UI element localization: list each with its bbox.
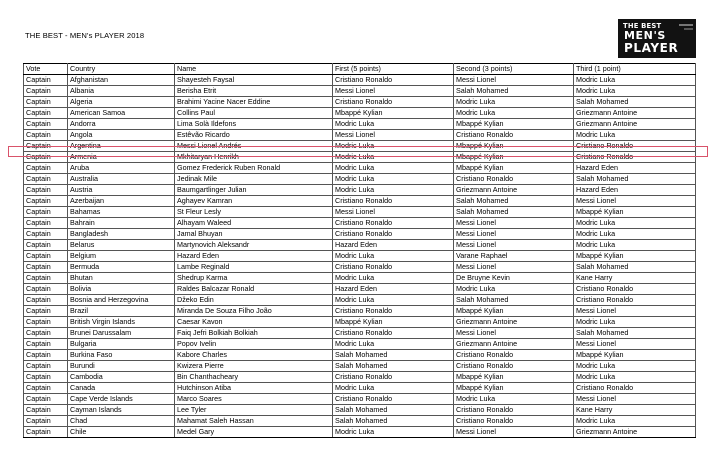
table-cell: Captain — [24, 350, 68, 361]
table-cell: Cristiano Ronaldo — [574, 141, 696, 152]
table-cell: American Samoa — [68, 108, 175, 119]
table-row — [24, 75, 696, 86]
table-cell: Jedinak Mile — [175, 174, 333, 185]
table-cell: Cristiano Ronaldo — [333, 218, 454, 229]
table-cell: Martynovich Aleksandr — [175, 240, 333, 251]
table-cell: Captain — [24, 262, 68, 273]
table-cell: Captain — [24, 141, 68, 152]
table-cell: Captain — [24, 317, 68, 328]
table-cell: Azerbaijan — [68, 196, 175, 207]
table-cell: Bahrain — [68, 218, 175, 229]
column-header-name: Name — [175, 64, 333, 75]
table-row — [24, 97, 696, 108]
table-row — [24, 108, 696, 119]
table-cell: Cristiano Ronaldo — [333, 394, 454, 405]
table-cell: Messi Lionel — [574, 339, 696, 350]
table-body — [24, 75, 696, 438]
table-cell: Miranda De Souza Filho João — [175, 306, 333, 317]
table-cell: Captain — [24, 306, 68, 317]
table-cell: Griezmann Antoine — [454, 185, 574, 196]
table-row — [24, 405, 696, 416]
table-cell: Kane Harry — [574, 273, 696, 284]
table-cell: Captain — [24, 383, 68, 394]
table-cell: Cristiano Ronaldo — [574, 383, 696, 394]
table-cell: Messi Lionel — [454, 240, 574, 251]
table-cell: Modric Luka — [574, 130, 696, 141]
table-cell: Modric Luka — [454, 284, 574, 295]
table-cell: Messi Lionel — [454, 328, 574, 339]
table-cell: Džeko Edin — [175, 295, 333, 306]
table-cell: Angola — [68, 130, 175, 141]
table-cell: Bulgaria — [68, 339, 175, 350]
table-row — [24, 383, 696, 394]
table-cell: Salah Mohamed — [574, 328, 696, 339]
table-cell: Modric Luka — [574, 75, 696, 86]
table-cell: Mbappé Kylian — [574, 251, 696, 262]
table-cell: Argentina — [68, 141, 175, 152]
table-cell: Cayman Islands — [68, 405, 175, 416]
table-row — [24, 273, 696, 284]
table-cell: Griezmann Antoine — [454, 339, 574, 350]
table-cell: Modric Luka — [454, 97, 574, 108]
table-cell: Chad — [68, 416, 175, 427]
table-cell: Modric Luka — [574, 317, 696, 328]
votes-table — [23, 63, 696, 438]
the-best-logo — [618, 19, 696, 58]
table-cell: Salah Mohamed — [333, 350, 454, 361]
table-cell: Bosnia and Herzegovina — [68, 295, 175, 306]
table-cell: Baumgartlinger Julian — [175, 185, 333, 196]
table-row — [24, 207, 696, 218]
table-cell: Messi Lionel — [333, 130, 454, 141]
table-cell: Cristiano Ronaldo — [454, 416, 574, 427]
table-cell: Jamal Bhuyan — [175, 229, 333, 240]
table-cell: Captain — [24, 416, 68, 427]
table-cell: Albania — [68, 86, 175, 97]
table-row — [24, 229, 696, 240]
table-cell: Brunei Darussalam — [68, 328, 175, 339]
table-cell: Salah Mohamed — [454, 295, 574, 306]
table-cell: Cape Verde Islands — [68, 394, 175, 405]
table-cell: Afghanistan — [68, 75, 175, 86]
table-cell: Captain — [24, 196, 68, 207]
table-cell: Captain — [24, 361, 68, 372]
table-cell: Cristiano Ronaldo — [454, 361, 574, 372]
table-row — [24, 130, 696, 141]
table-row — [24, 240, 696, 251]
table-cell: Griezmann Antoine — [574, 427, 696, 438]
table-cell: Modric Luka — [333, 152, 454, 163]
table-cell: Berisha Etrit — [175, 86, 333, 97]
table-cell: Mbappé Kylian — [454, 152, 574, 163]
table-cell: Belgium — [68, 251, 175, 262]
table-cell: Hutchinson Atiba — [175, 383, 333, 394]
table-cell: Messi Lionel — [454, 229, 574, 240]
table-cell: Cristiano Ronaldo — [333, 196, 454, 207]
logo-stripe — [684, 28, 693, 30]
table-cell: Cristiano Ronaldo — [454, 350, 574, 361]
table-cell: Messi Lionel — [454, 75, 574, 86]
table-cell: Shayesteh Faysal — [175, 75, 333, 86]
table-cell: Modric Luka — [574, 86, 696, 97]
table-cell: Kwizera Pierre — [175, 361, 333, 372]
table-cell: Captain — [24, 273, 68, 284]
column-header-first: First (5 points) — [333, 64, 454, 75]
table-cell: Burkina Faso — [68, 350, 175, 361]
table-cell: Cristiano Ronaldo — [333, 328, 454, 339]
table-cell: St Fleur Lesly — [175, 207, 333, 218]
table-cell: Messi Lionel — [574, 394, 696, 405]
table-cell: Modric Luka — [574, 229, 696, 240]
table-cell: Captain — [24, 372, 68, 383]
table-cell: Modric Luka — [333, 185, 454, 196]
table-cell: Mbappé Kylian — [454, 163, 574, 174]
table-cell: Australia — [68, 174, 175, 185]
table-cell: Modric Luka — [574, 416, 696, 427]
table-cell: Salah Mohamed — [574, 262, 696, 273]
table-cell: Mbappé Kylian — [454, 141, 574, 152]
table-cell: Belarus — [68, 240, 175, 251]
table-cell: British Virgin Islands — [68, 317, 175, 328]
table-cell: Brazil — [68, 306, 175, 317]
table-cell: Shedrup Karma — [175, 273, 333, 284]
table-cell: Hazard Eden — [574, 163, 696, 174]
table-cell: Cristiano Ronaldo — [333, 262, 454, 273]
table-cell: Kabore Charles — [175, 350, 333, 361]
table-cell: Captain — [24, 339, 68, 350]
table-cell: Messi Lionel — [333, 207, 454, 218]
table-cell: Armenia — [68, 152, 175, 163]
table-cell: Modric Luka — [333, 163, 454, 174]
table-cell: Cristiano Ronaldo — [333, 97, 454, 108]
table-header-row — [24, 64, 696, 75]
table-row — [24, 284, 696, 295]
table-cell: Hazard Eden — [574, 185, 696, 196]
table-cell: Griezmann Antoine — [574, 108, 696, 119]
table-cell: Captain — [24, 240, 68, 251]
table-cell: Hazard Eden — [333, 284, 454, 295]
table-cell: Cristiano Ronaldo — [574, 152, 696, 163]
table-cell: Salah Mohamed — [333, 405, 454, 416]
table-row — [24, 361, 696, 372]
table-cell: Modric Luka — [333, 273, 454, 284]
table-cell: Messi Lionel — [333, 86, 454, 97]
table-cell: Hazard Eden — [175, 251, 333, 262]
table-cell: Messi Lionel — [574, 196, 696, 207]
table-cell: Captain — [24, 185, 68, 196]
table-cell: Modric Luka — [333, 141, 454, 152]
logo-line-3: PLAYER — [624, 41, 679, 55]
column-header-second: Second (3 points) — [454, 64, 574, 75]
logo-line-1: THE BEST — [623, 22, 662, 30]
table-cell: Salah Mohamed — [454, 207, 574, 218]
table-cell: Modric Luka — [454, 394, 574, 405]
table-cell: Varane Raphael — [454, 251, 574, 262]
table-cell: Burundi — [68, 361, 175, 372]
table-cell: Hazard Eden — [333, 240, 454, 251]
table-cell: Captain — [24, 328, 68, 339]
table-cell: Gomez Frederick Ruben Ronald — [175, 163, 333, 174]
table-cell: Marco Soares — [175, 394, 333, 405]
table-row — [24, 306, 696, 317]
table-cell: Collins Paul — [175, 108, 333, 119]
table-cell: Bolivia — [68, 284, 175, 295]
table-cell: Mbappé Kylian — [454, 372, 574, 383]
table-cell: Modric Luka — [333, 251, 454, 262]
table-cell: Salah Mohamed — [333, 361, 454, 372]
table-cell: Griezmann Antoine — [574, 119, 696, 130]
table-cell: Captain — [24, 284, 68, 295]
table-row — [24, 174, 696, 185]
table-cell: Griezmann Antoine — [454, 317, 574, 328]
table-cell: Captain — [24, 405, 68, 416]
column-header-country: Country — [68, 64, 175, 75]
table-cell: Captain — [24, 75, 68, 86]
column-header-vote: Vote — [24, 64, 68, 75]
table-cell: Salah Mohamed — [574, 97, 696, 108]
table-cell: Estêvão Ricardo — [175, 130, 333, 141]
table-cell: Modric Luka — [333, 174, 454, 185]
table-cell: Messi Lionel — [574, 306, 696, 317]
table-cell: Cambodia — [68, 372, 175, 383]
table-row — [24, 141, 696, 152]
table-cell: Lambe Reginald — [175, 262, 333, 273]
table-cell: Cristiano Ronaldo — [333, 372, 454, 383]
table-cell: Cristiano Ronaldo — [333, 229, 454, 240]
table-cell: Lima Solà Ildefons — [175, 119, 333, 130]
table-row — [24, 317, 696, 328]
table-row — [24, 372, 696, 383]
table-cell: Caesar Kavon — [175, 317, 333, 328]
table-cell: Modric Luka — [574, 240, 696, 251]
table-cell: Austria — [68, 185, 175, 196]
table-cell: Modric Luka — [333, 383, 454, 394]
table-cell: Cristiano Ronaldo — [454, 174, 574, 185]
table-cell: Mbappé Kylian — [454, 119, 574, 130]
table-row — [24, 394, 696, 405]
table-cell: Faiq Jefri Bolkiah Bolkiah — [175, 328, 333, 339]
table-cell: Kane Harry — [574, 405, 696, 416]
table-cell: Mbappé Kylian — [454, 383, 574, 394]
table-row — [24, 339, 696, 350]
table-row — [24, 350, 696, 361]
table-cell: Messi Lionel Andrés — [175, 141, 333, 152]
table-row — [24, 163, 696, 174]
table-cell: Aruba — [68, 163, 175, 174]
table-cell: Canada — [68, 383, 175, 394]
table-cell: Modric Luka — [333, 427, 454, 438]
table-cell: Bin Chanthacheary — [175, 372, 333, 383]
table-row — [24, 262, 696, 273]
table-cell: Modric Luka — [574, 372, 696, 383]
table-row — [24, 185, 696, 196]
table-cell: Salah Mohamed — [574, 174, 696, 185]
table-cell: Modric Luka — [333, 295, 454, 306]
table-row — [24, 251, 696, 262]
table-cell: Modric Luka — [574, 361, 696, 372]
table-cell: Captain — [24, 174, 68, 185]
table-cell: Captain — [24, 97, 68, 108]
table-cell: Salah Mohamed — [454, 86, 574, 97]
table-row — [24, 86, 696, 97]
table-cell: Captain — [24, 207, 68, 218]
table-cell: Captain — [24, 163, 68, 174]
table-cell: Modric Luka — [574, 218, 696, 229]
table-cell: Raldes Balcazar Ronald — [175, 284, 333, 295]
table-cell: Cristiano Ronaldo — [454, 405, 574, 416]
table-cell: Bermuda — [68, 262, 175, 273]
table-cell: Captain — [24, 229, 68, 240]
table-cell: Algeria — [68, 97, 175, 108]
table-cell: Bhutan — [68, 273, 175, 284]
table-cell: Captain — [24, 427, 68, 438]
table-cell: Chile — [68, 427, 175, 438]
table-cell: Cristiano Ronaldo — [454, 130, 574, 141]
table-row — [24, 196, 696, 207]
table-cell: Modric Luka — [333, 339, 454, 350]
table-cell: Cristiano Ronaldo — [333, 306, 454, 317]
table-cell: Mbappé Kylian — [574, 350, 696, 361]
table-cell: Captain — [24, 152, 68, 163]
table-cell: Mkhitaryan Henrikh — [175, 152, 333, 163]
table-row — [24, 416, 696, 427]
table-cell: Captain — [24, 108, 68, 119]
table-cell: Captain — [24, 394, 68, 405]
table-cell: Modric Luka — [454, 108, 574, 119]
table-cell: Popov Ivelin — [175, 339, 333, 350]
table-cell: Captain — [24, 251, 68, 262]
table-cell: Messi Lionel — [454, 262, 574, 273]
table-row — [24, 328, 696, 339]
table-cell: Salah Mohamed — [454, 196, 574, 207]
table-row — [24, 427, 696, 438]
table-cell: Cristiano Ronaldo — [574, 284, 696, 295]
table-cell: Captain — [24, 119, 68, 130]
logo-stripe — [679, 24, 693, 26]
table-cell: Salah Mohamed — [333, 416, 454, 427]
table-cell: Captain — [24, 86, 68, 97]
table-row — [24, 119, 696, 130]
table-cell: Andorra — [68, 119, 175, 130]
table-cell: Mbappé Kylian — [333, 317, 454, 328]
table-cell: Mbappé Kylian — [454, 306, 574, 317]
table-cell: Messi Lionel — [454, 218, 574, 229]
table-cell: Cristiano Ronaldo — [333, 75, 454, 86]
document-title: THE BEST - MEN's PLAYER 2018 — [25, 31, 145, 40]
table-cell: Lee Tyler — [175, 405, 333, 416]
table-row — [24, 295, 696, 306]
column-header-third: Third (1 point) — [574, 64, 696, 75]
table-cell: Alhayam Waleed — [175, 218, 333, 229]
table-cell: De Bruyne Kevin — [454, 273, 574, 284]
table-cell: Brahimi Yacine Nacer Eddine — [175, 97, 333, 108]
table-cell: Bahamas — [68, 207, 175, 218]
table-cell: Captain — [24, 295, 68, 306]
logo-line-2: MEN'S — [624, 29, 666, 42]
table-cell: Modric Luka — [333, 119, 454, 130]
table-row — [24, 152, 696, 163]
table-cell: Messi Lionel — [454, 427, 574, 438]
table-cell: Captain — [24, 130, 68, 141]
table-cell: Aghayev Kamran — [175, 196, 333, 207]
table-cell: Cristiano Ronaldo — [574, 295, 696, 306]
table-cell: Mbappé Kylian — [333, 108, 454, 119]
table-cell: Medel Gary — [175, 427, 333, 438]
table-cell: Mahamat Saleh Hassan — [175, 416, 333, 427]
table-cell: Mbappé Kylian — [574, 207, 696, 218]
table-row — [24, 218, 696, 229]
table-cell: Bangladesh — [68, 229, 175, 240]
table-cell: Captain — [24, 218, 68, 229]
